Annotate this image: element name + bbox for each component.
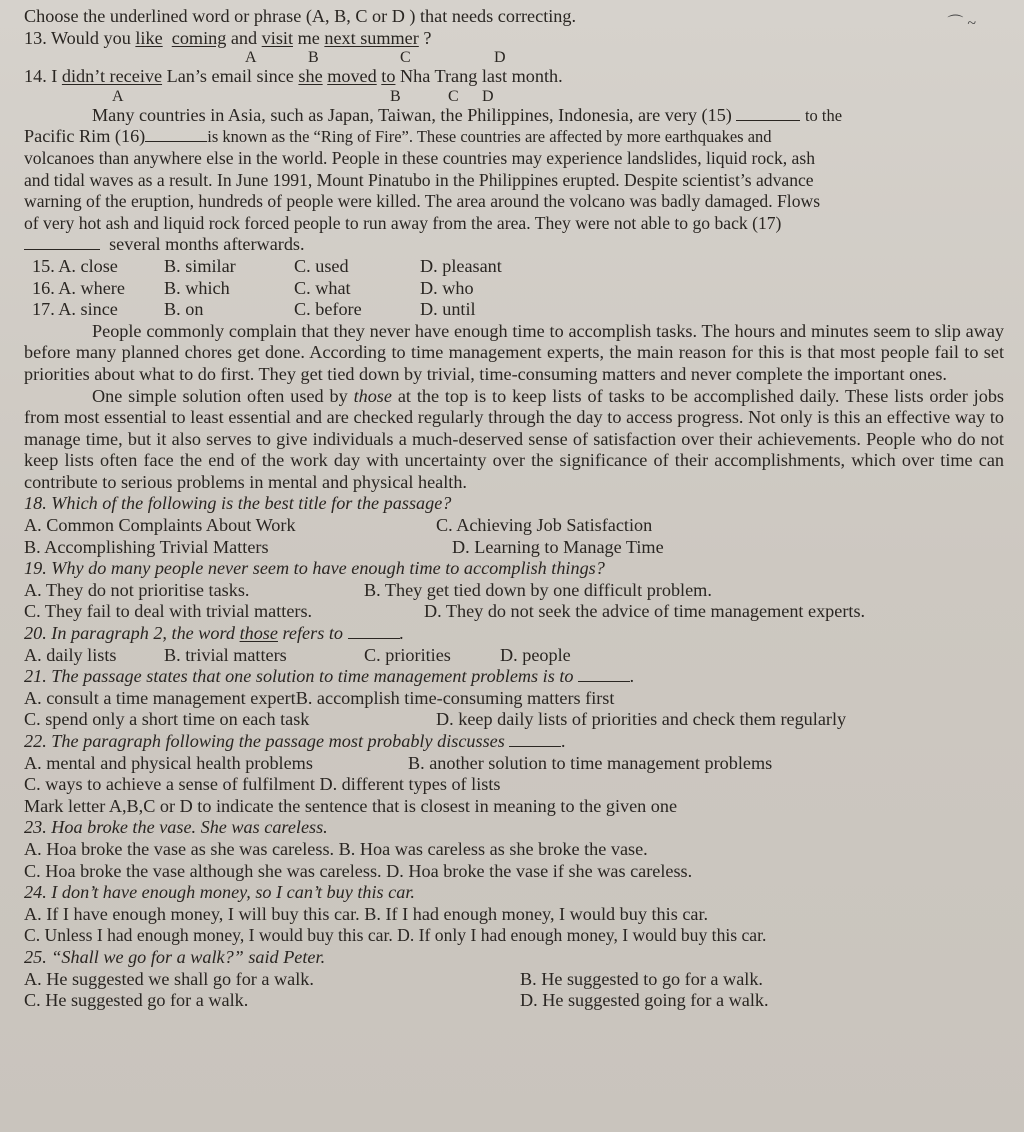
blank-15: [736, 105, 800, 121]
question-14: 14. I didn’t receive Lan’s email since she moved to Nha Trang last month.: [24, 66, 563, 87]
underlined-option-a: didn’t receive: [61, 66, 163, 87]
question-14-letters: A B C D: [112, 87, 494, 105]
question-21-options-row-2: C. spend only a short time on each task D. keep daily lists of priorities and check them regularly: [24, 709, 847, 730]
cloze-options: [32, 256, 1004, 321]
question-18-options-row-1: A. Common Complaints About Work C. Achieving Job Satisfaction: [24, 515, 653, 536]
question-23-options-row-2: C. Hoa broke the vase although she was careless. D. Hoa broke the vase if she was careless.: [24, 860, 693, 881]
blank-21: [578, 666, 630, 682]
cloze-line-4: and tidal waves as a result. In June 1991, Mount Pinatubo in the Philippines erupted. Despite scientist’s advance: [24, 169, 814, 190]
pen-mark: ⌒ ~: [947, 15, 976, 32]
question-22-stem: 22. The paragraph following the passage most probably discusses .: [24, 731, 566, 751]
question-25-stem: 25. “Shall we go for a walk?” said Peter.: [24, 946, 326, 967]
question-18-options-row-2: B. Accomplishing Trivial Matters D. Learning to Manage Time: [24, 536, 664, 557]
question-19-stem: 19. Why do many people never seem to have enough time to accomplish things?: [24, 558, 605, 579]
question-22-options-row-1: A. mental and physical health problems B. another solution to time management problems: [24, 752, 773, 773]
underlined-option-d: next summer: [324, 27, 419, 48]
blank-16: [145, 126, 207, 142]
error-identification-instruction: Choose the underlined word or phrase (A, B, C or D ) that needs correcting.: [24, 6, 577, 26]
question-23-options-row-1: A. Hoa broke the vase as she was careless. B. Hoa was careless as she broke the vase.: [24, 838, 648, 859]
question-25-options-row-1: A. He suggested we shall go for a walk. B. He suggested to go for a walk.: [24, 968, 763, 989]
underlined-option-c: visit: [261, 27, 294, 48]
question-19-options-row-2: C. They fail to deal with trivial matters. D. They do not seek the advice of time management experts.: [24, 601, 866, 622]
cloze-line-5: warning of the eruption, hundreds of people were killed. The area around the volcano was badly damaged. Flows: [24, 191, 821, 212]
underlined-option-a: like: [135, 27, 163, 48]
question-20-options: A. daily lists B. trivial matters C. priorities D. people: [24, 644, 571, 665]
question-18-stem: 18. Which of the following is the best title for the passage?: [24, 493, 452, 514]
question-19-options-row-1: A. They do not prioritise tasks. B. They get tied down by one difficult problem.: [24, 579, 712, 600]
blank-20: [348, 623, 400, 639]
question-21-options-row-1: A. consult a time management expertB. accomplish time-consuming matters first: [24, 687, 615, 708]
cloze-line-7: several months afterwards.: [24, 234, 1004, 256]
cloze-line-1: Many countries in Asia, such as Japan, Taiwan, the Philippines, Indonesia, are very (15) to the: [92, 104, 843, 125]
passage-paragraph-1: People commonly complain that they never have enough time to accomplish tasks. The hours and minutes seem to slip away before many planned chores get done. According to time management experts, the main reason for this is that most people fail to set priorities about what to do first. They get tied down by trivial, time-consuming matters and never complete the important ones.: [24, 320, 1004, 384]
options-17: 17. A. since B. on C. before D. until: [32, 299, 476, 320]
question-13-letters: A B C D: [245, 49, 506, 67]
blank-22: [509, 731, 561, 747]
question-21-stem: 21. The passage states that one solution to time management problems is to .: [24, 666, 635, 687]
cloze-line-3: volcanoes than anywhere else in the world. People in these countries may experience landslides, liquid rock, ash: [24, 147, 815, 168]
underlined-option-d: to: [381, 66, 396, 87]
question-13: 13. Would you like coming and visit me next summer ?: [24, 27, 432, 48]
blank-17: [24, 234, 100, 250]
sentence-transformation-instruction: Mark letter A,B,C or D to indicate the sentence that is closest in meaning to the given one: [24, 795, 678, 816]
passage-paragraph-2: One simple solution often used by those at the top is to keep lists of tasks to be accomplished daily. These lists order jobs from most essential to least essential and are checked regularly through the day to access progress. Not only is this an effective way to manage time, but it also serves to give individuals a much-deserved sense of satisfaction over their achievements. People who do not keep lists often face the end of the work day with uncertainty over the significance of their accomplishments, which over time can contribute to serious problems in mental and physical health.: [24, 385, 1005, 492]
underlined-option-b: she: [298, 66, 323, 87]
question-24-options-row-2: C. Unless I had enough money, I would buy this car. D. If only I had enough money, I would buy this car.: [24, 925, 767, 946]
question-25-options-row-2: C. He suggested go for a walk. D. He suggested going for a walk.: [24, 990, 769, 1011]
underlined-option-b: coming: [171, 27, 227, 48]
question-24-stem: 24. I don’t have enough money, so I can’t buy this car.: [24, 882, 415, 903]
referent-word: those: [353, 385, 392, 406]
cloze-line-2: Pacific Rim (16) is known as the “Ring of Fire”. These countries are affected by more earthquakes and: [24, 126, 772, 147]
question-23-stem: 23. Hoa broke the vase. She was careless.: [24, 817, 328, 838]
question-22-options-row-2: C. ways to achieve a sense of fulfilment D. different types of lists: [24, 774, 501, 795]
question-20-stem: 20. In paragraph 2, the word those refers to .: [24, 623, 405, 644]
options-15: 15. A. close B. similar C. used D. pleasant: [32, 255, 502, 276]
underlined-option-c: moved: [327, 66, 377, 87]
question-24-options-row-1: A. If I have enough money, I will buy this car. B. If I had enough money, I would buy this car.: [24, 903, 709, 924]
cloze-line-6: of very hot ash and liquid rock forced people to run away from the area. They were not able to go back (17): [24, 212, 782, 233]
options-16: 16. A. where B. which C. what D. who: [32, 277, 474, 298]
